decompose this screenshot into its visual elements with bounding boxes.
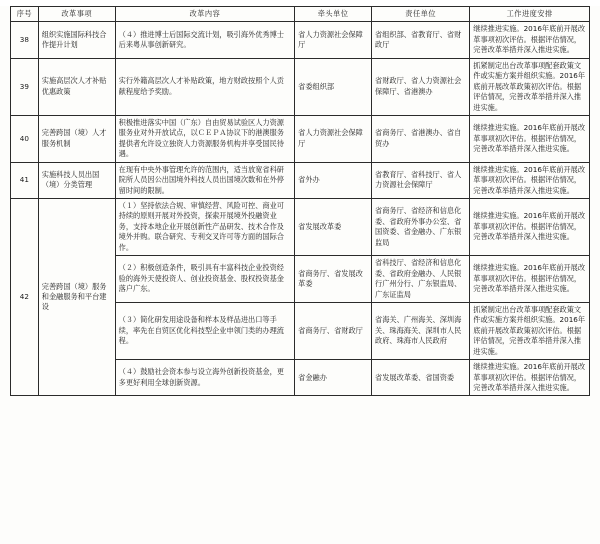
row-item: 完善跨国（境）人才服务机制 [38, 115, 115, 162]
document-page [0, 6, 600, 544]
row-content: （１）坚持依法合规、审慎经营、风险可控、商业可持续的原则开展对外投资，探索开展境外投融资业务，支持本地企业开展创新性产品研发、技术合作及境外并购。联合研究、专利交叉许可等方面的国际合作。 [115, 199, 294, 256]
row-lead-unit: 省人力资源社会保障厅 [295, 22, 372, 58]
row-seq: 38 [11, 22, 39, 58]
row-seq: 40 [11, 115, 39, 162]
row-responsible-unit: 省海关、广州海关、深圳海关、珠海海关、深圳市人民政府、珠海市人民政府 [372, 302, 470, 359]
row-responsible-unit: 省财政厅、省人力资源社会保障厅、省港澳办 [372, 58, 470, 115]
header-seq: 序号 [11, 7, 39, 22]
table-row [11, 199, 590, 256]
row-responsible-unit: 省发展改革委、省国资委 [372, 360, 470, 396]
row-content: （２）积极创造条件，吸引具有丰富科技企业投资经验的海外天使投资人、创业投资基金、股权投资基金落户广东。 [115, 256, 294, 303]
row-responsible-unit: 省教育厅、省科技厅、省人力资源社会保障厅 [372, 162, 470, 198]
row-progress: 继续推进实施。2016年底前开展改革事项初次评估。根据评估情况，完善改革举措并深入推进实施。 [470, 256, 590, 303]
row-content: 积极推进落实中国（广东）自由贸易试验区人力资源服务业对外开放试点，以ＣＥＰＡ协议下的港澳服务提供者允许设立独资人力资源服务机构并享受国民待遇。 [115, 115, 294, 162]
row-item: 实施高层次人才补贴优惠政策 [38, 58, 115, 115]
row-progress: 继续推进实施。2016年底前开展改革事项初次评估。根据评估情况，完善改革举措并深入推进实施。 [470, 162, 590, 198]
table-row [11, 162, 590, 198]
row-progress: 继续推进实施。2016年底前开展改革事项初次评估。根据评估情况，完善改革举措并深入推进实施。 [470, 199, 590, 256]
row-seq: 41 [11, 162, 39, 198]
row-responsible-unit: 省商务厅、省经济和信息化委、省政府外事办公室、省国资委、省金融办、广东银监局 [372, 199, 470, 256]
row-lead-unit: 省委组织部 [295, 58, 372, 115]
row-responsible-unit: 省商务厅、省港澳办、省自贸办 [372, 115, 470, 162]
row-progress: 继续推进实施。2016年底前开展改革事项初次评估。根据评估情况，完善改革举措并深入推进实施。 [470, 360, 590, 396]
header-item: 改革事项 [38, 7, 115, 22]
row-seq: 42 [11, 199, 39, 396]
row-lead-unit: 省发展改革委 [295, 199, 372, 256]
row-content: 在现有中央外事管理允许的范围内，适当放宽省科研院所人员因公出国境外科技人员出国境次数和在外停留时间的限制。 [115, 162, 294, 198]
row-lead-unit: 省商务厅、省财政厅 [295, 302, 372, 359]
header-progress: 工作进度安排 [470, 7, 590, 22]
header-responsible-unit: 责任单位 [372, 7, 470, 22]
row-item: 完善跨国（境）服务和金融服务和平台建设 [38, 199, 115, 396]
row-responsible-unit: 省科技厅、省经济和信息化委、省政府金融办、人民银行广州分行、广东银监局、广东证监局 [372, 256, 470, 303]
row-item: 实施科技人员出国（境）分类管理 [38, 162, 115, 198]
row-lead-unit: 省金融办 [295, 360, 372, 396]
row-responsible-unit: 省组织部、省教育厅、省财政厅 [372, 22, 470, 58]
header-lead-unit: 牵头单位 [295, 7, 372, 22]
table-row [11, 58, 590, 115]
table-body [11, 22, 590, 396]
row-progress: 抓紧制定出台改革事项配套政策文件或实施方案并组织实施。2016年底前开展改革政策初次评估。根据评估情况，完善改革举措并深入推进实施。 [470, 302, 590, 359]
row-content: （３）简化研发用途设备和样本及样品进出口等手续，率先在自贸区优化科技型企业申领门类的办理流程。 [115, 302, 294, 359]
row-content: （４）推进博士后国际交流计划，吸引海外优秀博士后来粤从事创新研究。 [115, 22, 294, 58]
row-lead-unit: 省商务厅、省发展改革委 [295, 256, 372, 303]
table-row [11, 115, 590, 162]
table-header-row [11, 7, 590, 22]
header-content: 改革内容 [115, 7, 294, 22]
row-seq: 39 [11, 58, 39, 115]
row-lead-unit: 省人力资源社会保障厅 [295, 115, 372, 162]
row-progress: 继续推进实施。2016年底前开展改革事项初次评估。根据评估情况，完善改革举措并深入推进实施。 [470, 22, 590, 58]
table-header [11, 7, 590, 22]
row-lead-unit: 省外办 [295, 162, 372, 198]
row-content: （４）鼓励社会资本参与设立海外创新投资基金，更多更好利用全球创新资源。 [115, 360, 294, 396]
table-row [11, 22, 590, 58]
row-progress: 抓紧制定出台改革事项配套政策文件或实施方案并组织实施。2016年底前开展改革政策初次评估。根据评估情况，完善改革举措并深入推进实施。 [470, 58, 590, 115]
row-item: 组织实施国际科技合作提升计划 [38, 22, 115, 58]
row-content: 实行外籍高层次人才补贴政策，地方财政按照个人贡献程度给予奖励。 [115, 58, 294, 115]
row-progress: 继续推进实施。2016年底前开展改革事项初次评估。根据评估情况，完善改革举措并深入推进实施。 [470, 115, 590, 162]
reform-plan-table [10, 6, 590, 396]
